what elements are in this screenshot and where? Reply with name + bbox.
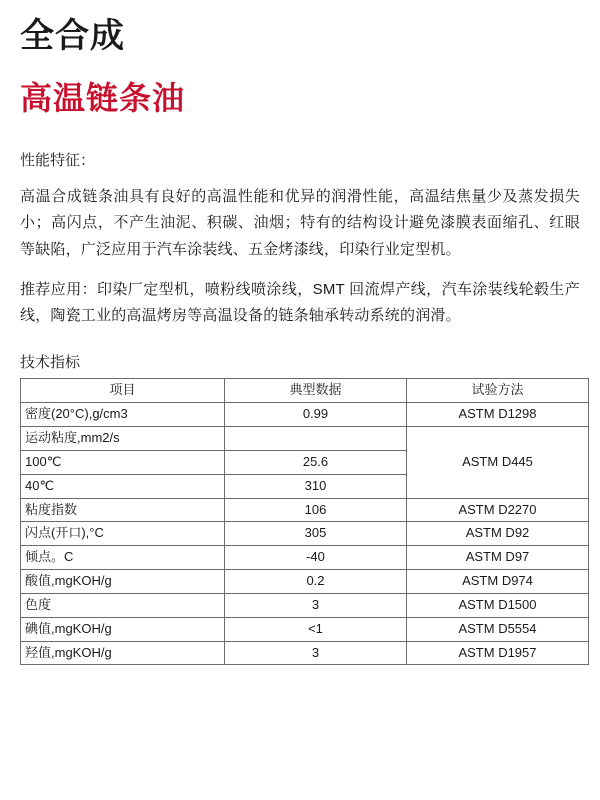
cell-typical: 0.2 [225, 570, 407, 594]
cell-typical: 25.6 [225, 450, 407, 474]
performance-text: 高温合成链条油具有良好的高温性能和优异的润滑性能，高温结焦量少及蒸发损失小；高闪点，不产生油泥、积碳、油烟；特有的结构设计避免漆膜表面缩孔、红眼等缺陷，广泛应用于汽车涂装线、五金烤漆线，印染行业定型机。 [20, 188, 580, 258]
table-row [21, 641, 589, 665]
cell-item: 100℃ [21, 450, 225, 474]
cell-typical: 3 [225, 593, 407, 617]
table-row [21, 617, 589, 641]
table-header-row [21, 379, 589, 403]
cell-typical: -40 [225, 546, 407, 570]
table-row [21, 570, 589, 594]
cell-typical: 305 [225, 522, 407, 546]
table-row [21, 546, 589, 570]
cell-item: 运动粘度,mm2/s [21, 427, 225, 451]
cell-item: 40℃ [21, 474, 225, 498]
cell-typical: 3 [225, 641, 407, 665]
cell-item: 粘度指数 [21, 498, 225, 522]
page-title: 全合成 [20, 17, 125, 55]
cell-method: ASTM D2270 [407, 498, 589, 522]
cell-item: 羟值,mgKOH/g [21, 641, 225, 665]
cell-typical: <1 [225, 617, 407, 641]
column-header-method: 试验方法 [407, 379, 589, 403]
cell-item: 倾点。C [21, 546, 225, 570]
cell-method: ASTM D1500 [407, 593, 589, 617]
cell-typical: 106 [225, 498, 407, 522]
table-row [21, 498, 589, 522]
cell-method: ASTM D5554 [407, 617, 589, 641]
cell-typical: 0.99 [225, 403, 407, 427]
cell-item: 酸值,mgKOH/g [21, 570, 225, 594]
cell-method: ASTM D1957 [407, 641, 589, 665]
cell-method: ASTM D1298 [407, 403, 589, 427]
table-row [21, 593, 589, 617]
tech-spec-heading: 技术指标 [20, 354, 81, 372]
application-text: 推荐应用：印染厂定型机，喷粉线喷涂线，SMT 回流焊产线，汽车涂装线轮毂生产线，陶瓷工业的高温烤房等高温设备的链条轴承转动系统的润滑。 [20, 280, 580, 325]
performance-label: 性能特征： [20, 151, 96, 169]
cell-item: 闪点(开口),°C [21, 522, 225, 546]
page-subtitle: 高温链条油 [20, 80, 186, 117]
column-header-item: 项目 [21, 379, 225, 403]
cell-method: ASTM D92 [407, 522, 589, 546]
cell-item: 碘值,mgKOH/g [21, 617, 225, 641]
table-row [21, 403, 589, 427]
cell-method: ASTM D974 [407, 570, 589, 594]
cell-typical [225, 427, 407, 451]
table-row [21, 427, 589, 451]
spec-table [20, 378, 589, 665]
cell-item: 密度(20°C),g/cm3 [21, 403, 225, 427]
cell-method: ASTM D445 [407, 427, 589, 499]
cell-method: ASTM D97 [407, 546, 589, 570]
cell-item: 色度 [21, 593, 225, 617]
column-header-typical: 典型数据 [225, 379, 407, 403]
table-row [21, 522, 589, 546]
cell-typical: 310 [225, 474, 407, 498]
